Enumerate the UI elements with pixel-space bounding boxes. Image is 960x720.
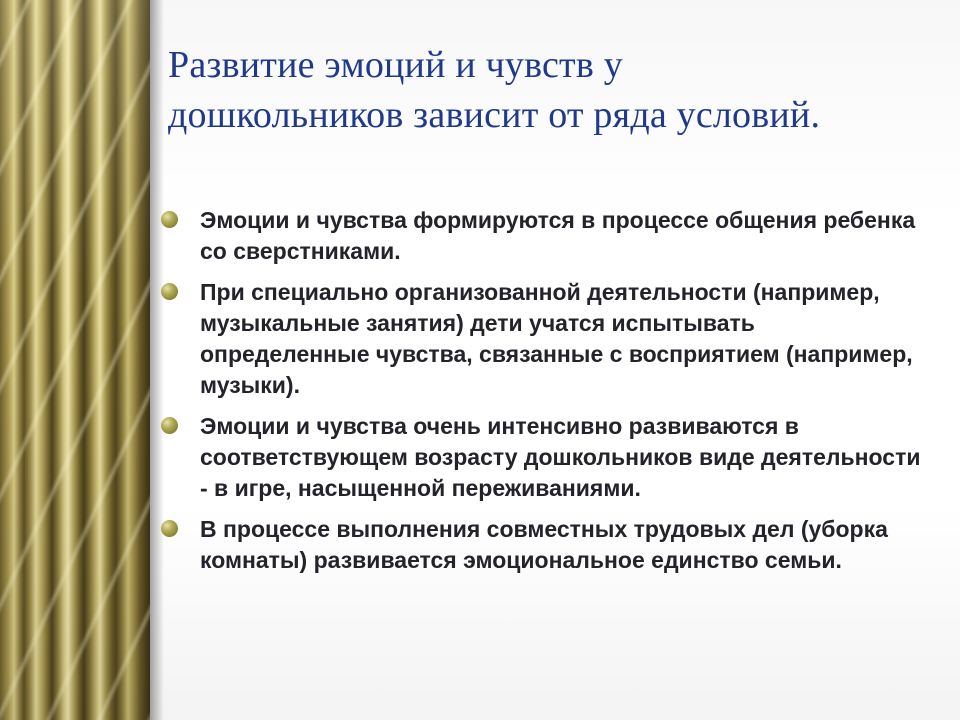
olive-circle-bullet-icon	[161, 283, 178, 300]
bullet-item	[160, 514, 930, 576]
bullet-text: В процессе выполнения совместных трудовых дел (уборка комнаты) развивается эмоциональное единство семьи.	[200, 516, 888, 573]
bullet-list	[160, 205, 930, 586]
slide-title-line-1: Развитие эмоций и чувств у	[168, 44, 623, 86]
bullet-text: При специально организованной деятельности (например, музыкальные занятия) дети учатся испытывать определенные чувства, связанные с восприятием (например, музыки).	[200, 279, 913, 398]
bullet-text: Эмоции и чувства формируются в процессе общения ребенка со сверстниками.	[200, 207, 916, 264]
slide-title	[168, 40, 928, 140]
slide-title-line-2: дошкольников зависит от ряда условий.	[168, 94, 821, 136]
olive-circle-bullet-icon	[161, 211, 178, 228]
olive-circle-bullet-icon	[161, 417, 178, 434]
bullet-item	[160, 411, 930, 504]
bullet-item	[160, 205, 930, 267]
bullet-item	[160, 277, 930, 401]
olive-circle-bullet-icon	[161, 520, 178, 537]
decorative-gold-pillar	[0, 0, 150, 720]
bullet-text: Эмоции и чувства очень интенсивно развиваются в соответствующем возрасту дошкольников виде деятельности - в игре, насыщенной переживаниями.	[200, 413, 921, 501]
